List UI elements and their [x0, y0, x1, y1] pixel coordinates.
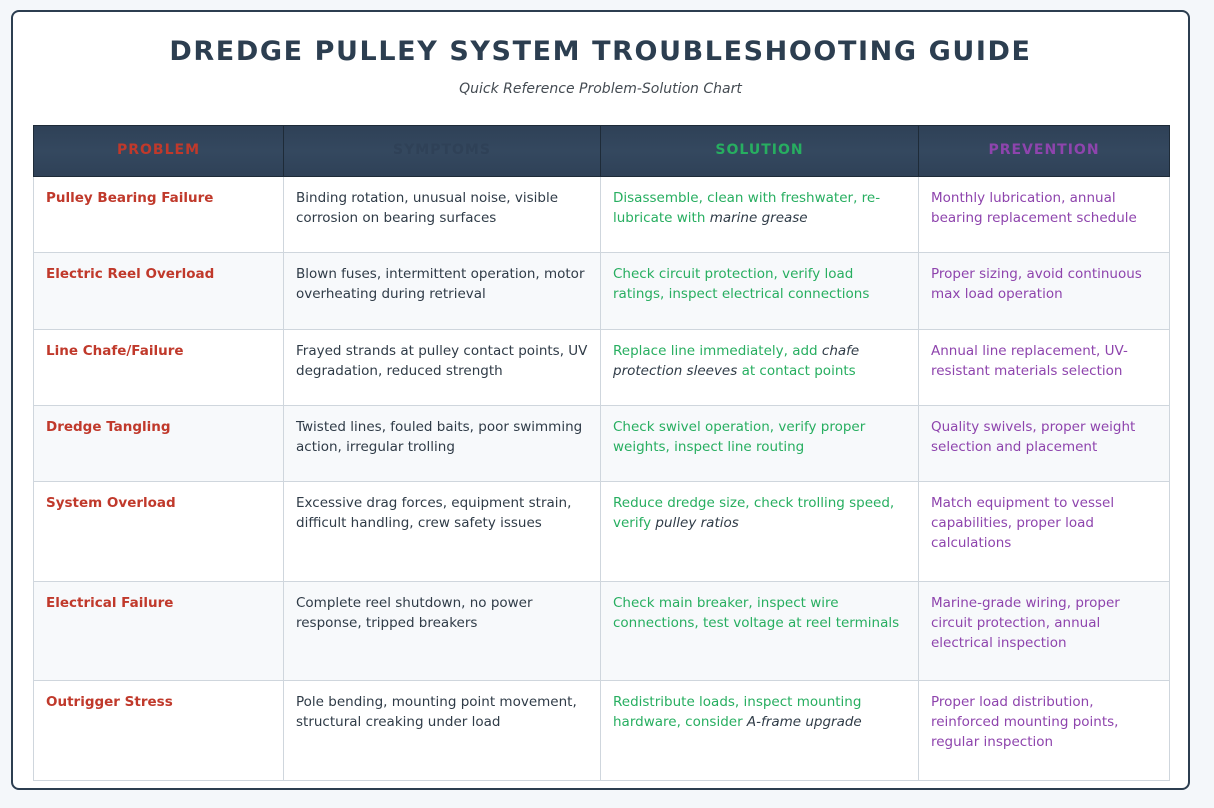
symptoms-cell: Twisted lines, fouled baits, poor swimming action, irregular trolling [284, 406, 601, 482]
solution-text: Disassemble, clean with freshwater, re-lubricate with [613, 190, 881, 226]
solution-emphasis: chafe protection sleeves [613, 343, 860, 379]
troubleshooting-table [33, 125, 1170, 781]
symptoms-cell: Pole bending, mounting point movement, structural creaking under load [284, 681, 601, 781]
solution-text: Check circuit protection, verify load ratings, inspect electrical connections [613, 266, 870, 302]
solution-emphasis: marine grease [709, 209, 808, 226]
prevention-cell: Proper load distribution, reinforced mounting points, regular inspection [919, 681, 1170, 781]
solution-cell [601, 330, 919, 406]
prevention-cell: Annual line replacement, UV-resistant materials selection [919, 330, 1170, 406]
solution-text-after: at contact points [737, 362, 856, 379]
solution-cell [601, 681, 919, 781]
solution-text: Check main breaker, inspect wire connections, test voltage at reel terminals [613, 595, 900, 631]
solution-cell [601, 406, 919, 482]
symptoms-cell: Frayed strands at pulley contact points, UV degradation, reduced strength [284, 330, 601, 406]
table-row [34, 406, 1170, 482]
table-row [34, 482, 1170, 582]
problem-cell: Dredge Tangling [34, 406, 284, 482]
problem-cell: Pulley Bearing Failure [34, 177, 284, 253]
table-header-row [34, 126, 1170, 177]
problem-cell: Electrical Failure [34, 582, 284, 681]
solution-emphasis: A-frame upgrade [746, 713, 862, 730]
prevention-cell: Proper sizing, avoid continuous max load operation [919, 253, 1170, 330]
problem-cell: System Overload [34, 482, 284, 582]
solution-cell [601, 482, 919, 582]
solution-text: Check swivel operation, verify proper weights, inspect line routing [613, 419, 866, 455]
problem-cell: Outrigger Stress [34, 681, 284, 781]
solution-cell [601, 582, 919, 681]
page-title: DREDGE PULLEY SYSTEM TROUBLESHOOTING GUIDE [169, 36, 1032, 67]
solution-emphasis: pulley ratios [655, 514, 739, 531]
column-header-problem: PROBLEM [34, 126, 284, 177]
solution-text: Redistribute loads, inspect mounting hardware, consider [613, 694, 862, 730]
prevention-cell: Match equipment to vessel capabilities, proper load calculations [919, 482, 1170, 582]
prevention-cell: Monthly lubrication, annual bearing replacement schedule [919, 177, 1170, 253]
solution-cell [601, 253, 919, 330]
solution-cell [601, 177, 919, 253]
solution-text: Reduce dredge size, check trolling speed, verify [613, 495, 895, 531]
prevention-cell: Quality swivels, proper weight selection and placement [919, 406, 1170, 482]
table-row [34, 253, 1170, 330]
prevention-cell: Marine-grade wiring, proper circuit protection, annual electrical inspection [919, 582, 1170, 681]
column-header-symptoms: SYMPTOMS [284, 126, 601, 177]
problem-cell: Line Chafe/Failure [34, 330, 284, 406]
symptoms-cell: Excessive drag forces, equipment strain, difficult handling, crew safety issues [284, 482, 601, 582]
symptoms-cell: Complete reel shutdown, no power response, tripped breakers [284, 582, 601, 681]
solution-text: Replace line immediately, add [613, 343, 822, 359]
table-row [34, 681, 1170, 781]
symptoms-cell: Binding rotation, unusual noise, visible corrosion on bearing surfaces [284, 177, 601, 253]
guide-card [11, 10, 1190, 790]
table-row [34, 330, 1170, 406]
table-row [34, 177, 1170, 253]
problem-cell: Electric Reel Overload [34, 253, 284, 330]
symptoms-cell: Blown fuses, intermittent operation, motor overheating during retrieval [284, 253, 601, 330]
column-header-solution: SOLUTION [601, 126, 919, 177]
page-subtitle: Quick Reference Problem-Solution Chart [459, 81, 742, 97]
column-header-prevention: PREVENTION [919, 126, 1170, 177]
table-row [34, 582, 1170, 681]
